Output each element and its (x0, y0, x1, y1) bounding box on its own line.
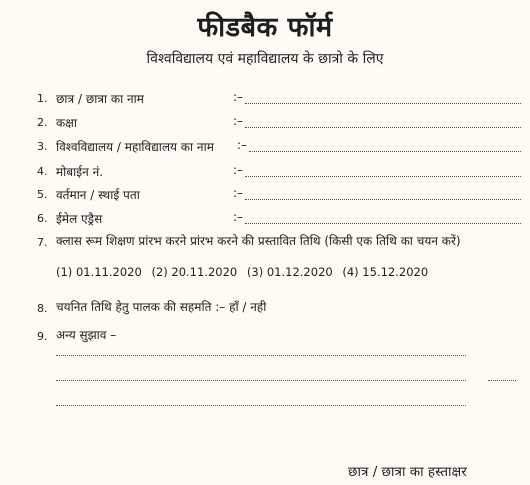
field-line-class[interactable] (245, 127, 521, 128)
question-number: 7. (37, 236, 48, 249)
question-start-date: क्लास रूम शिक्षण प्रांरभ करने प्रांरभ करने की प्रस्तावित तिथि (किसी एक तिथि का चयन करें) (56, 234, 461, 248)
field-label-institution: विश्वविद्यालय / महाविद्यालय का नाम (56, 140, 214, 154)
date-option[interactable]: (1) 01.11.2020 (56, 265, 142, 279)
field-line-email[interactable] (245, 223, 521, 224)
question-number: 9. (37, 330, 48, 343)
field-separator: :– (233, 210, 244, 224)
field-line-mobile[interactable] (245, 176, 521, 177)
field-line-student-name[interactable] (245, 103, 521, 104)
date-option[interactable]: (4) 15.12.2020 (342, 265, 429, 279)
field-separator: :– (233, 114, 244, 128)
suggestion-line[interactable] (56, 355, 466, 356)
suggestion-line[interactable] (488, 380, 516, 381)
field-label-class: कक्षा (56, 116, 77, 130)
field-line-institution[interactable] (249, 151, 521, 152)
field-number: 3. (37, 140, 48, 153)
question-number: 8. (37, 302, 48, 315)
field-label-mobile: मोबाईन नं. (56, 165, 104, 179)
date-option[interactable]: (2) 20.11.2020 (151, 265, 238, 279)
field-separator: :– (237, 138, 248, 152)
date-option[interactable]: (3) 01.12.2020 (246, 265, 333, 279)
field-number: 4. (37, 165, 48, 178)
field-number: 2. (37, 116, 48, 129)
field-label-address: वर्तमान / स्थाई पता (56, 188, 140, 202)
field-label-student-name: छात्र / छात्रा का नाम (56, 92, 144, 106)
suggestion-line[interactable] (56, 405, 466, 406)
question-parent-consent: चयनित तिथि हेतु पालक की सहमति :– हॉं / नही (56, 300, 267, 314)
field-separator: :– (233, 163, 244, 177)
student-signature-label: छात्र / छात्रा का हस्ताक्षर (348, 464, 467, 480)
date-options (56, 265, 434, 279)
field-number: 1. (37, 92, 48, 105)
field-label-email: ईमेल एड्रैस (56, 212, 103, 226)
form-title: फीडबैक फॉर्म (197, 12, 333, 43)
field-separator: :– (233, 90, 244, 104)
question-other-suggestions: अन्य सुझाव – (56, 328, 117, 342)
field-line-address[interactable] (245, 199, 521, 200)
suggestion-line[interactable] (56, 380, 466, 381)
field-number: 5. (37, 188, 48, 201)
field-number: 6. (37, 212, 48, 225)
form-subtitle: विश्वविद्यालय एवं महाविद्यालय के छात्रो के लिए (146, 51, 384, 67)
field-separator: :– (233, 186, 244, 200)
